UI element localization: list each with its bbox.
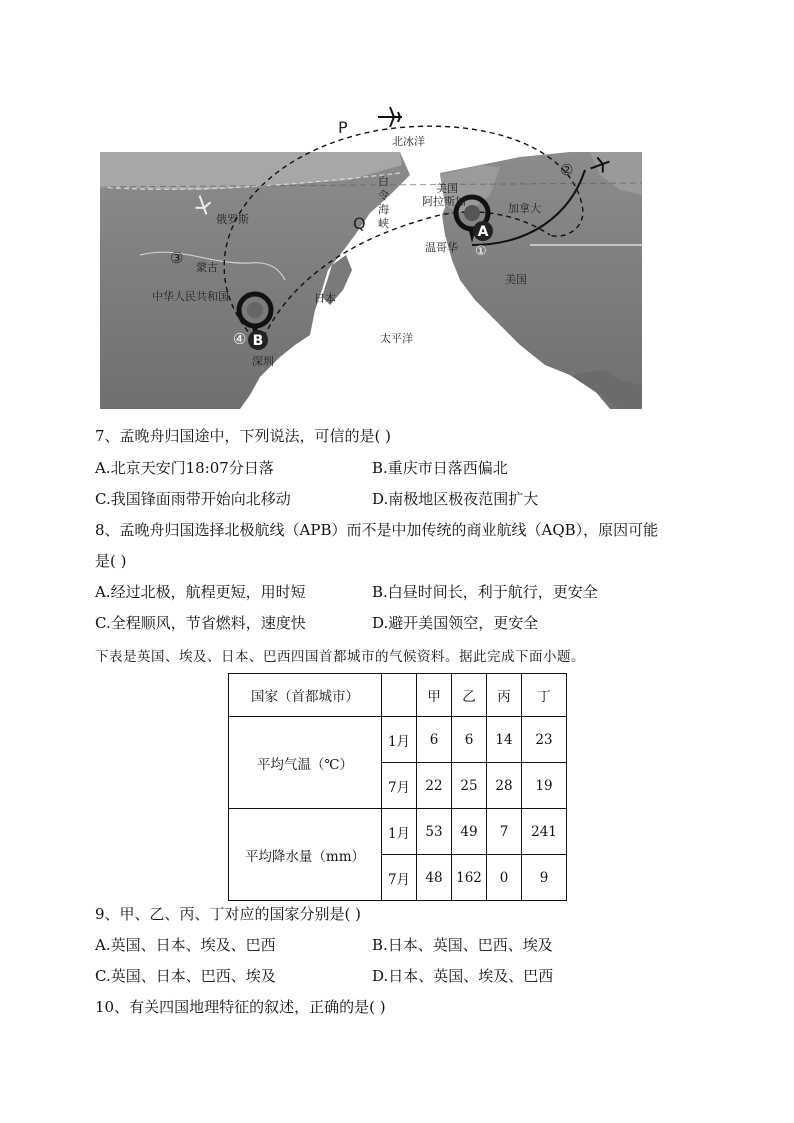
q9-option-d: D.日本、英国、埃及、巴西 [372, 967, 554, 985]
cell-value: 49 [452, 809, 487, 855]
label-pacific: 太平洋 [380, 332, 413, 345]
cell-value: 14 [487, 717, 522, 763]
q8-option-a: A.经过北极，航程更短，用时短 [95, 583, 306, 601]
cell-value: 23 [522, 717, 567, 763]
table-header-row [229, 674, 567, 717]
label-arctic: 北冰洋 [392, 135, 425, 148]
label-alaska: 阿拉斯加 [422, 195, 466, 208]
cell-month: 1月 [382, 717, 417, 763]
q8-stem-line2: 是( ) [95, 552, 127, 570]
cell-value: 7 [487, 809, 522, 855]
header-country: 国家（首都城市） [229, 674, 382, 717]
label-china: 中华人民共和国 [152, 290, 229, 303]
label-vancouver: 温哥华 [425, 241, 458, 254]
label-usa-top: 美国 [436, 182, 458, 195]
q9-option-a: A.英国、日本、埃及、巴西 [95, 936, 276, 954]
label-canada: 加拿大 [508, 202, 541, 215]
q10-stem: 10、有关四国地理特征的叙述，正确的是( ) [95, 998, 386, 1016]
route-map [100, 95, 642, 409]
cell-value: 6 [417, 717, 452, 763]
label-p: P [338, 118, 348, 137]
table-row [229, 717, 567, 763]
label-bering-3: 海 [378, 203, 389, 216]
label-russia: 俄罗斯 [216, 213, 249, 226]
header-bing: 丙 [487, 674, 522, 717]
cell-value: 53 [417, 809, 452, 855]
label-bering-1: 白 [378, 175, 389, 188]
label-n4: ④ [233, 330, 247, 348]
q7-option-d: D.南极地区极夜范围扩大 [372, 490, 539, 508]
q9-option-b: B.日本、英国、巴西、埃及 [372, 936, 553, 954]
q8-option-c: C.全程顺风，节省燃料，速度快 [95, 614, 306, 632]
label-n2: ② [560, 161, 574, 179]
cell-value: 25 [452, 763, 487, 809]
q7-stem: 7、孟晚舟归国途中，下列说法，可信的是( ) [95, 427, 392, 445]
table-intro: 下表是英国、埃及、日本、巴西四国首都城市的气候资料。据此完成下面小题。 [95, 649, 585, 665]
label-bering-2: 令 [378, 189, 389, 202]
q9-option-c: C.英国、日本、巴西、埃及 [95, 967, 276, 985]
table-row [229, 809, 567, 855]
header-month [382, 674, 417, 717]
cell-month: 7月 [382, 855, 417, 901]
airplane-icon [378, 107, 402, 127]
cell-month: 7月 [382, 763, 417, 809]
header-jia: 甲 [417, 674, 452, 717]
cell-value: 241 [522, 809, 567, 855]
cell-value: 9 [522, 855, 567, 901]
cell-month: 1月 [382, 809, 417, 855]
label-mongolia: 蒙古 [196, 261, 218, 274]
q7-option-c: C.我国锋面雨带开始向北移动 [95, 490, 291, 508]
q7-option-a: A.北京天安门18:07分日落 [95, 459, 274, 477]
q8-option-d: D.避开美国领空，更安全 [372, 614, 539, 632]
cell-value: 0 [487, 855, 522, 901]
label-n3: ③ [170, 249, 184, 267]
label-bering-4: 峡 [378, 217, 389, 230]
cell-value: 19 [522, 763, 567, 809]
label-b: B [252, 333, 264, 349]
q8-stem-line1: 8、孟晚舟归国选择北极航线（APB）而不是中加传统的商业航线（AQB），原因可能 [95, 521, 659, 539]
climate-table [228, 673, 567, 901]
row-label-precipitation: 平均降水量（mm） [229, 809, 382, 901]
cell-value: 6 [452, 717, 487, 763]
cell-value: 162 [452, 855, 487, 901]
q8-option-b: B.白昼时间长，利于航行，更安全 [372, 583, 598, 601]
q9-stem: 9、甲、乙、丙、丁对应的国家分别是( ) [95, 905, 362, 923]
label-n1: ① [475, 244, 487, 259]
label-japan: 日本 [314, 292, 336, 305]
label-usa-main: 美国 [505, 273, 527, 286]
q7-option-b: B.重庆市日落西偏北 [372, 459, 508, 477]
header-ding: 丁 [522, 674, 567, 717]
row-label-temperature: 平均气温（℃） [229, 717, 382, 809]
header-yi: 乙 [452, 674, 487, 717]
cell-value: 22 [417, 763, 452, 809]
label-a: A [477, 224, 489, 240]
cell-value: 48 [417, 855, 452, 901]
cell-value: 28 [487, 763, 522, 809]
route-map-svg [100, 95, 642, 409]
label-q: Q [353, 214, 366, 233]
label-shenzhen: 深圳 [252, 355, 274, 368]
